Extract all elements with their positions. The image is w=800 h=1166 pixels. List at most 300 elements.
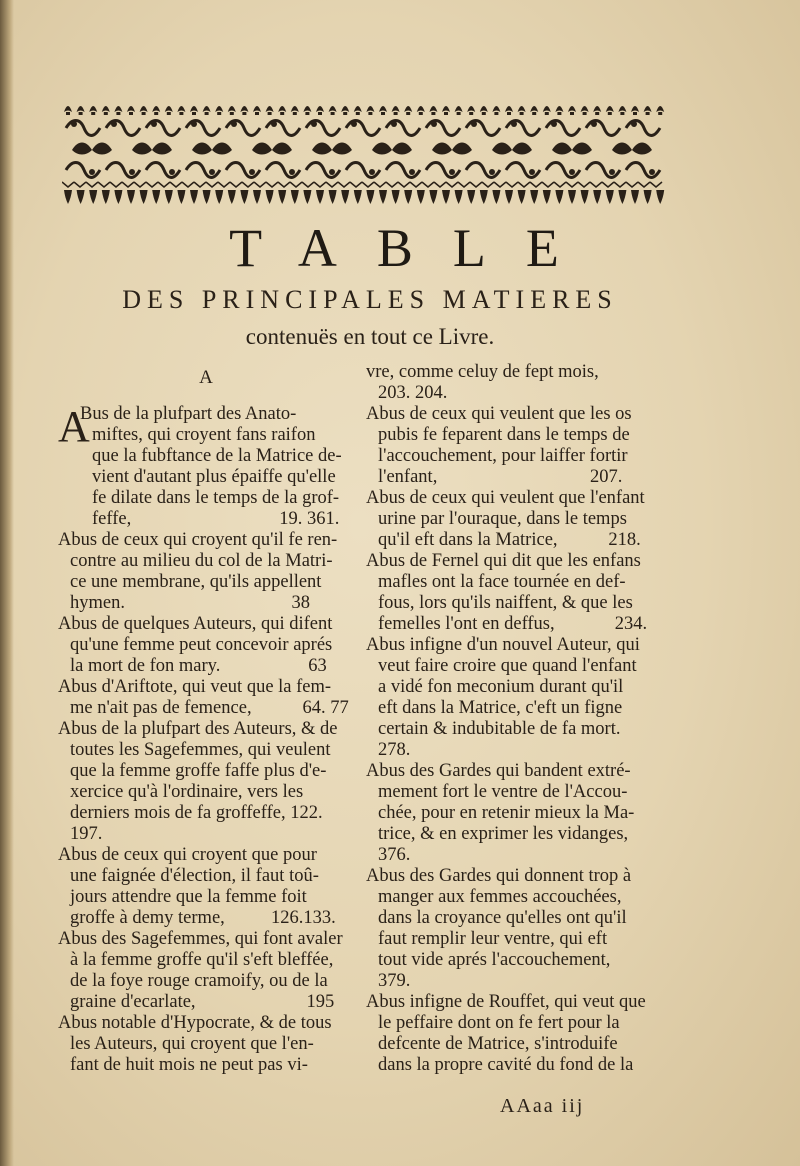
entry-line: xercice qu'à l'ordinaire, vers les xyxy=(70,782,304,802)
entry-line: à la femme groffe qu'il s'eft bleffée, xyxy=(70,950,334,970)
entry-line: une faignée d'élection, il faut toû- xyxy=(70,866,319,886)
index-entry xyxy=(366,551,660,635)
entry-line: miftes, qui croyent fans raifon xyxy=(92,425,316,445)
fleuron-mark xyxy=(506,182,518,187)
fleuron-mark xyxy=(122,182,134,187)
fleuron-mark xyxy=(566,182,578,187)
fleuron-mark xyxy=(77,106,85,115)
entry-line: chée, pour en retenir mieux la Ma- xyxy=(378,803,635,823)
fleuron-mark xyxy=(266,190,274,204)
fleuron-mark xyxy=(182,182,194,187)
fleuron-mark xyxy=(591,121,597,127)
entry-line: dans la propre cavité du fond de la xyxy=(378,1055,634,1075)
fleuron-mark xyxy=(644,190,652,204)
fleuron-mark xyxy=(190,190,198,204)
fleuron-mark xyxy=(466,163,500,178)
page-spine-shadow xyxy=(0,0,14,1166)
fleuron-mark xyxy=(346,163,380,178)
fleuron-mark xyxy=(278,106,286,115)
entry-line: Abus infigne de Rouffet, qui veut que xyxy=(366,992,646,1012)
fleuron-mark xyxy=(606,106,614,115)
fleuron-mark xyxy=(249,169,255,175)
entry-line: toutes les Sagefemmes, qui veulent xyxy=(70,740,331,760)
fleuron-mark xyxy=(404,106,412,115)
fleuron-mark xyxy=(530,190,538,204)
fleuron-mark xyxy=(266,163,300,178)
entry-line: mement fort le ventre de l'Accou- xyxy=(378,782,628,802)
fleuron-mark xyxy=(278,182,290,187)
fleuron-mark xyxy=(505,190,513,204)
fleuron-mark xyxy=(554,182,566,187)
fleuron-mark xyxy=(529,169,535,175)
fleuron-mark xyxy=(218,182,230,187)
fleuron-mark xyxy=(146,182,158,187)
entry-line: Abus d'Ariftote, qui veut que la fem- xyxy=(58,677,332,697)
entry-line: femelles l'ont en deffus, 234. xyxy=(378,614,648,634)
section-letter: A xyxy=(199,367,213,388)
entry-line: l'accouchement, pour laiffer fortir xyxy=(378,446,628,466)
fleuron-mark xyxy=(426,121,460,136)
fleuron-mark xyxy=(215,190,223,204)
fleuron-mark xyxy=(609,169,615,175)
entry-line: 203. 204. xyxy=(378,383,448,403)
fleuron-mark xyxy=(422,182,434,187)
page-subtitle: DES PRINCIPALES MATIERES xyxy=(122,285,618,314)
fleuron-mark xyxy=(306,121,340,136)
fleuron-mark xyxy=(66,121,100,136)
fleuron-mark xyxy=(271,121,277,127)
fleuron-mark xyxy=(66,163,100,178)
fleuron-mark xyxy=(303,106,311,115)
fleuron-mark xyxy=(593,190,601,204)
index-entry xyxy=(58,677,354,719)
entry-line: que la fubftance de la Matrice de- xyxy=(92,446,342,466)
fleuron-mark xyxy=(190,106,198,115)
fleuron-mark xyxy=(341,106,349,115)
fleuron-mark xyxy=(467,190,475,204)
fleuron-mark xyxy=(140,190,148,204)
fleuron-mark xyxy=(644,106,652,115)
entry-line: faut remplir leur ventre, qui eft xyxy=(378,929,608,949)
left-column xyxy=(58,362,354,1076)
fleuron-mark xyxy=(542,182,554,187)
entry-line: de la foye rouge cramoify, ou de la xyxy=(70,971,328,991)
fleuron-mark xyxy=(372,143,412,155)
fleuron-mark xyxy=(431,121,437,127)
fleuron-mark xyxy=(302,182,314,187)
fleuron-mark xyxy=(626,182,638,187)
fleuron-mark xyxy=(581,106,589,115)
fleuron-mark xyxy=(518,182,530,187)
fleuron-mark xyxy=(398,182,410,187)
entry-line: Abus de Fernel qui dit que les enfans xyxy=(366,551,641,571)
fleuron-mark xyxy=(649,169,655,175)
index-entry xyxy=(58,614,354,677)
fleuron-mark xyxy=(74,182,86,187)
fleuron-mark xyxy=(230,182,242,187)
fleuron-mark xyxy=(231,121,237,127)
fleuron-mark xyxy=(374,182,386,187)
fleuron-mark xyxy=(506,121,540,136)
fleuron-mark xyxy=(366,190,374,204)
entry-line: derniers mois de fa groffeffe, 122. xyxy=(70,803,323,823)
entry-line: Abus notable d'Hypocrate, & de tous xyxy=(58,1013,332,1033)
entry-line: que la femme groffe faffe plus d'e- xyxy=(70,761,327,781)
fleuron-mark xyxy=(350,182,362,187)
fleuron-mark xyxy=(71,121,77,127)
fleuron-mark xyxy=(612,143,652,155)
fleuron-mark xyxy=(228,106,236,115)
entry-line: dans la croyance qu'elles ont qu'il xyxy=(378,908,627,928)
entry-line: ce une membrane, qu'ils appellent xyxy=(70,572,322,592)
fleuron-mark xyxy=(434,182,446,187)
index-entry xyxy=(58,530,354,614)
fleuron-mark xyxy=(618,190,626,204)
fleuron-mark xyxy=(89,106,97,115)
fleuron-mark xyxy=(506,163,540,178)
fleuron-mark xyxy=(338,182,350,187)
fleuron-mark xyxy=(489,169,495,175)
fleuron-mark xyxy=(228,190,236,204)
fleuron-mark xyxy=(289,169,295,175)
entry-line: Abus de ceux qui croyent qu'il fe ren- xyxy=(58,530,338,550)
fleuron-mark xyxy=(64,106,72,115)
entry-line: Abus de la plufpart des Auteurs, & de xyxy=(58,719,338,739)
fleuron-mark xyxy=(626,163,660,178)
fleuron-mark xyxy=(127,190,135,204)
entry-line: Abus des Gardes qui donnent trop à xyxy=(366,866,632,886)
entry-line: tout vide aprés l'accouchement, xyxy=(378,950,611,970)
fleuron-mark xyxy=(278,190,286,204)
fleuron-mark xyxy=(470,182,482,187)
fleuron-mark xyxy=(366,106,374,115)
fleuron-mark xyxy=(505,106,513,115)
fleuron-mark xyxy=(127,106,135,115)
fleuron-mark xyxy=(404,190,412,204)
catchword: AAaa iij xyxy=(500,1095,585,1117)
fleuron-mark xyxy=(442,190,450,204)
fleuron-mark xyxy=(226,121,260,136)
fleuron-mark xyxy=(546,163,580,178)
fleuron-mark xyxy=(215,106,223,115)
entry-line: feffe, 19. 361. xyxy=(92,509,340,529)
entry-line: eft dans la Matrice, c'eft un figne xyxy=(378,698,623,718)
fleuron-mark xyxy=(316,106,324,115)
fleuron-mark xyxy=(252,143,292,155)
dropcap-letter: A xyxy=(58,402,90,451)
fleuron-mark xyxy=(606,190,614,204)
fleuron-mark xyxy=(341,190,349,204)
fleuron-mark xyxy=(158,182,170,187)
fleuron-mark xyxy=(329,190,337,204)
fleuron-mark xyxy=(191,121,197,127)
entry-line: a vidé fon meconium durant qu'il xyxy=(378,677,624,697)
fleuron-mark xyxy=(631,190,639,204)
fleuron-mark xyxy=(392,190,400,204)
fleuron-mark xyxy=(354,190,362,204)
entry-line: 278. xyxy=(378,740,411,760)
entry-line: l'enfant, 207. xyxy=(378,467,623,487)
fleuron-mark xyxy=(492,190,500,204)
fleuron-mark xyxy=(530,182,542,187)
fleuron-mark xyxy=(379,190,387,204)
entry-line: mafles ont la face tournée en def- xyxy=(378,572,626,592)
fleuron-mark xyxy=(114,190,122,204)
fleuron-mark xyxy=(266,106,274,115)
fleuron-mark xyxy=(386,182,398,187)
fleuron-mark xyxy=(253,190,261,204)
fleuron-mark xyxy=(656,106,664,115)
fleuron-mark xyxy=(455,190,463,204)
fleuron-mark xyxy=(410,182,422,187)
fleuron-mark xyxy=(386,121,420,136)
fleuron-mark xyxy=(146,163,180,178)
fleuron-mark xyxy=(226,163,260,178)
fleuron-mark xyxy=(426,163,460,178)
fleuron-mark xyxy=(466,121,500,136)
fleuron-mark xyxy=(165,190,173,204)
fleuron-mark xyxy=(186,163,220,178)
entry-line: le peffaire dont on fe fert pour la xyxy=(378,1013,620,1033)
fleuron-mark xyxy=(494,182,506,187)
fleuron-mark xyxy=(442,106,450,115)
fleuron-mark xyxy=(291,106,299,115)
fleuron-mark xyxy=(290,182,302,187)
entry-line: Abus de ceux qui croyent que pour xyxy=(58,845,317,865)
fleuron-mark xyxy=(329,106,337,115)
fleuron-mark xyxy=(492,106,500,115)
fleuron-mark xyxy=(203,190,211,204)
entry-line: fe dilate dans le temps de la grof- xyxy=(92,488,340,508)
fleuron-mark xyxy=(110,182,122,187)
fleuron-mark xyxy=(626,121,660,136)
fleuron-mark xyxy=(62,182,74,187)
fleuron-mark xyxy=(518,106,526,115)
entry-line: manger aux femmes accouchées, xyxy=(378,887,622,907)
fleuron-mark xyxy=(449,169,455,175)
fleuron-mark xyxy=(114,106,122,115)
fleuron-mark xyxy=(102,190,110,204)
fleuron-mark xyxy=(192,143,232,155)
index-entry xyxy=(366,635,660,761)
entry-line: Abus de ceux qui veulent que les os xyxy=(366,404,632,424)
fleuron-mark xyxy=(140,106,148,115)
fleuron-mark xyxy=(618,106,626,115)
fleuron-mark xyxy=(386,163,420,178)
fleuron-mark xyxy=(354,106,362,115)
fleuron-mark xyxy=(480,190,488,204)
entry-line: Abus de ceux qui veulent que l'enfant xyxy=(366,488,645,508)
fleuron-mark xyxy=(593,106,601,115)
fleuron-mark xyxy=(455,106,463,115)
fleuron-mark xyxy=(242,182,254,187)
fleuron-mark xyxy=(546,121,580,136)
fleuron-mark xyxy=(106,121,140,136)
fleuron-mark xyxy=(362,182,374,187)
fleuron-mark xyxy=(446,182,458,187)
fleuron-mark xyxy=(511,121,517,127)
entry-line: veut faire croire que quand l'enfant xyxy=(378,656,637,676)
fleuron-mark xyxy=(467,106,475,115)
entry-line: hymen. 38 xyxy=(70,593,310,613)
fleuron-mark xyxy=(417,190,425,204)
fleuron-mark xyxy=(656,190,664,204)
entry-line: urine par l'ouraque, dans le temps xyxy=(378,509,627,529)
fleuron-mark xyxy=(555,106,563,115)
entry-line: Abus infigne d'un nouvel Auteur, qui xyxy=(366,635,640,655)
fleuron-mark xyxy=(326,182,338,187)
fleuron-mark xyxy=(177,106,185,115)
fleuron-mark xyxy=(458,182,470,187)
fleuron-mark xyxy=(638,182,650,187)
fleuron-mark xyxy=(64,190,72,204)
fleuron-mark xyxy=(194,182,206,187)
entry-line: 376. xyxy=(378,845,411,865)
index-entry xyxy=(58,1013,354,1076)
fleuron-mark xyxy=(369,169,375,175)
fleuron-mark xyxy=(129,169,135,175)
fleuron-mark xyxy=(151,121,157,127)
fleuron-mark xyxy=(165,106,173,115)
index-entry xyxy=(366,866,660,992)
fleuron-mark xyxy=(98,182,110,187)
entry-line: Abus de quelques Auteurs, qui difent xyxy=(58,614,333,634)
fleuron-mark xyxy=(555,190,563,204)
fleuron-mark xyxy=(346,121,380,136)
entry-line: la mort de fon mary. 63 xyxy=(70,656,327,676)
fleuron-mark xyxy=(314,182,326,187)
index-entry xyxy=(58,719,354,845)
fleuron-mark xyxy=(240,190,248,204)
entry-line: qu'il eft dans la Matrice, 218. xyxy=(378,530,641,550)
entry-line: contre au milieu du col de la Matri- xyxy=(70,551,333,571)
fleuron-mark xyxy=(170,182,182,187)
fleuron-mark xyxy=(480,106,488,115)
fleuron-mark xyxy=(581,190,589,204)
fleuron-mark xyxy=(568,106,576,115)
fleuron-mark xyxy=(77,190,85,204)
fleuron-mark xyxy=(266,182,278,187)
fleuron-mark xyxy=(602,182,614,187)
fleuron-mark xyxy=(254,182,266,187)
entry-line: fant de huit mois ne peut pas vi- xyxy=(70,1055,308,1075)
fleuron-mark xyxy=(206,182,218,187)
entry-line: qu'une femme peut concevoir aprés xyxy=(70,635,333,655)
fleuron-mark xyxy=(568,190,576,204)
fleuron-mark xyxy=(543,190,551,204)
fleuron-mark xyxy=(379,106,387,115)
entry-line: graine d'ecarlate, 195 xyxy=(70,992,335,1012)
entry-line: les Auteurs, qui croyent que l'en- xyxy=(70,1034,314,1054)
index-entry xyxy=(58,845,354,929)
fleuron-mark xyxy=(586,121,620,136)
entry-line: Bus de la plufpart des Anato- xyxy=(80,404,297,424)
page-subtitle-line-2: contenuës en tout ce Livre. xyxy=(245,324,495,349)
fleuron-mark xyxy=(569,169,575,175)
fleuron-mark xyxy=(518,190,526,204)
fleuron-mark xyxy=(291,190,299,204)
fleuron-mark xyxy=(203,106,211,115)
index-entry xyxy=(366,362,660,404)
fleuron-mark xyxy=(312,143,352,155)
fleuron-mark xyxy=(429,190,437,204)
fleuron-mark xyxy=(177,190,185,204)
fleuron-mark xyxy=(111,121,117,127)
fleuron-mark xyxy=(551,121,557,127)
fleuron-mark xyxy=(132,143,172,155)
entry-line: certain & indubitable de fa mort. xyxy=(378,719,621,739)
entry-line: jours attendre que la femme foit xyxy=(70,887,307,907)
fleuron-mark xyxy=(89,190,97,204)
fleuron-mark xyxy=(586,163,620,178)
fleuron-mark xyxy=(614,182,626,187)
fleuron-mark xyxy=(391,121,397,127)
index-entry xyxy=(58,929,354,1013)
entry-line: 379. xyxy=(378,971,411,991)
fleuron-mark xyxy=(471,121,477,127)
fleuron-mark xyxy=(429,106,437,115)
fleuron-mark xyxy=(86,182,98,187)
fleuron-mark xyxy=(72,143,112,155)
fleuron-mark xyxy=(650,182,662,187)
entry-line: 197. xyxy=(70,824,103,844)
fleuron-mark xyxy=(89,169,95,175)
fleuron-mark xyxy=(152,106,160,115)
entry-line: defcente de Matrice, s'introduife xyxy=(378,1034,618,1054)
fleuron-mark xyxy=(392,106,400,115)
index-entry xyxy=(58,404,354,530)
fleuron-mark xyxy=(169,169,175,175)
entry-line: vient d'autant plus épaiffe qu'elle xyxy=(92,467,336,487)
index-entry xyxy=(366,488,660,551)
fleuron-mark xyxy=(102,106,110,115)
entry-line: trice, & en exprimer les vidanges, xyxy=(378,824,629,844)
fleuron-mark xyxy=(209,169,215,175)
entry-line: Abus des Sagefemmes, qui font avaler xyxy=(58,929,343,949)
fleuron-mark xyxy=(417,106,425,115)
entry-line: fous, lors qu'ils naiffent, & que les xyxy=(378,593,633,613)
fleuron-mark xyxy=(311,121,317,127)
fleuron-mark xyxy=(146,121,180,136)
fleuron-mark xyxy=(152,190,160,204)
entry-line: Abus des Gardes qui bandent extré- xyxy=(366,761,631,781)
fleuron-mark xyxy=(543,106,551,115)
fleuron-mark xyxy=(186,121,220,136)
index-entry xyxy=(366,404,660,488)
fleuron-mark xyxy=(266,121,300,136)
entry-line: vre, comme celuy de fept mois, xyxy=(366,362,599,382)
index-entry xyxy=(366,992,660,1076)
index-entry xyxy=(366,761,660,866)
fleuron-mark xyxy=(316,190,324,204)
fleuron-mark xyxy=(492,143,532,155)
fleuron-mark xyxy=(482,182,494,187)
ornament-header-band xyxy=(62,96,668,208)
right-column xyxy=(366,362,660,1076)
fleuron-mark xyxy=(329,169,335,175)
fleuron-mark xyxy=(134,182,146,187)
fleuron-mark xyxy=(530,106,538,115)
fleuron-mark xyxy=(303,190,311,204)
fleuron-mark xyxy=(552,143,592,155)
fleuron-mark xyxy=(306,163,340,178)
fleuron-mark xyxy=(631,121,637,127)
fleuron-mark xyxy=(432,143,472,155)
fleuron-mark xyxy=(240,106,248,115)
fleuron-mark xyxy=(351,121,357,127)
entry-line: pubis fe feparent dans le temps de xyxy=(378,425,630,445)
fleuron-mark xyxy=(590,182,602,187)
